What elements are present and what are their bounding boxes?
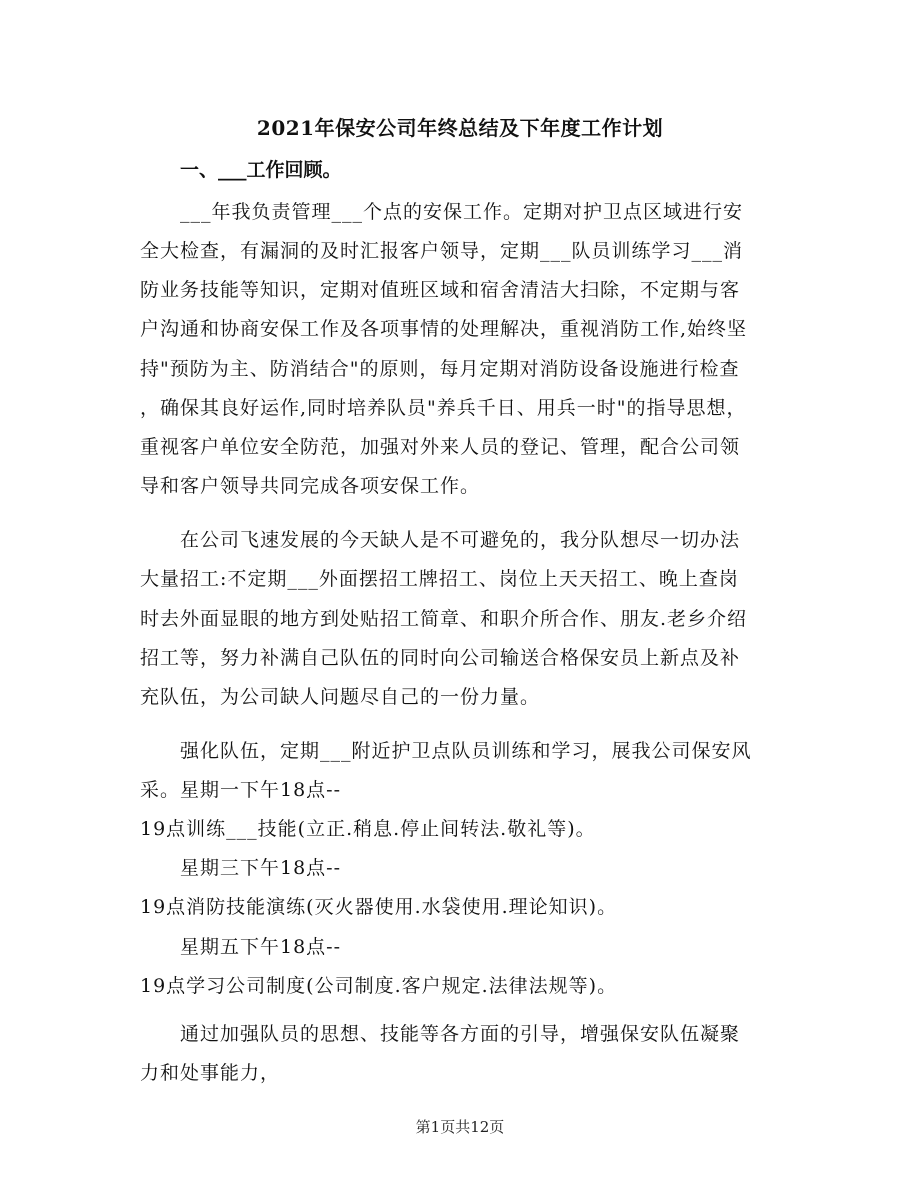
paragraph-line: 重视客户单位安全防范，加强对外来人员的登记、管理，配合公司领 — [140, 436, 741, 458]
paragraph-line: ，确保其良好运作,同时培养队员"养兵千日、用兵一时"的指导思想， — [140, 397, 747, 419]
paragraph-line: 星期三下午18点-- — [180, 857, 342, 879]
paragraph-line: 户沟通和协商安保工作及各项事情的处理解决，重视消防工作,始终坚 — [140, 318, 748, 340]
paragraph-line: 在公司飞速发展的今天缺人是不可避免的，我分队想尽一切办法 — [180, 529, 741, 551]
paragraph-line: 强化队伍，定期___附近护卫点队员训练和学习，展我公司保安风 — [180, 740, 752, 762]
paragraph-line: 全大检查，有漏洞的及时汇报客户领导，定期___队员训练学习___消 — [140, 240, 744, 262]
paragraph-line: 采。星期一下午18点-- — [140, 779, 342, 801]
paragraph-line: 防业务技能等知识，定期对值班区域和宿舍清洁大扫除，不定期与客 — [140, 279, 741, 301]
section-heading: 一、___工作回顾。 — [180, 159, 342, 181]
paragraph-line: 时去外面显眼的地方到处贴招工简章、和职介所合作、朋友.老乡介绍 — [140, 608, 748, 630]
paragraph-line: 力和处事能力， — [140, 1062, 281, 1084]
page-number: 第1页共12页 — [415, 1118, 505, 1136]
paragraph-line: 充队伍，为公司缺人问题尽自己的一份力量。 — [140, 686, 541, 708]
paragraph-line: ___年我负责管理___个点的安保工作。定期对护卫点区域进行安 — [180, 201, 744, 223]
document-title: 2021年保安公司年终总结及下年度工作计划 — [256, 116, 664, 140]
paragraph-line: 大量招工:不定期___外面摆招工牌招工、岗位上天天招工、晚上查岗 — [140, 568, 739, 590]
paragraph-line: 招工等，努力补满自己队伍的同时向公司输送合格保安员上新点及补 — [140, 647, 741, 669]
paragraph-line: 19点消防技能演练(灭火器使用.水袋使用.理论知识)。 — [140, 896, 618, 918]
paragraph-line: 19点训练___技能(立正.稍息.停止间转法.敬礼等)。 — [140, 818, 596, 840]
paragraph-line: 星期五下午18点-- — [180, 936, 342, 958]
paragraph-line: 持"预防为主、防消结合"的原则，每月定期对消防设备设施进行检查 — [140, 358, 740, 380]
paragraph-line: 19点学习公司制度(公司制度.客户规定.法律法规等)。 — [140, 975, 618, 997]
paragraph-line: 通过加强队员的思想、技能等各方面的引导，增强保安队伍凝聚 — [180, 1023, 741, 1045]
paragraph-line: 导和客户领导共同完成各项安保工作。 — [140, 475, 481, 497]
